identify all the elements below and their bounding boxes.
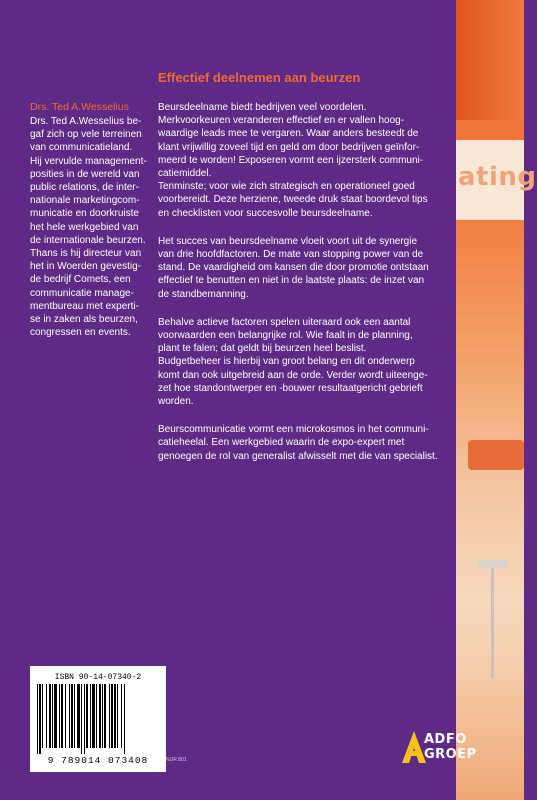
text-line: de standbemanning. [158, 288, 249, 300]
bio-line: public relations, de inter- [30, 182, 139, 194]
barcode-bar [86, 684, 88, 748]
blurb-paragraph-3 [158, 316, 458, 408]
barcode-bar [37, 684, 38, 754]
barcode-bar [99, 684, 101, 748]
isbn-number: ISBN 90-14-07340-2 [54, 673, 142, 682]
ean-number: 9 789014 073408 [47, 755, 149, 766]
text-line: catieheelal. Een werkgebied waarin de expo-expert met [158, 437, 405, 449]
barcode-bar [96, 684, 97, 748]
text-line: effectief te benutten en niet in de laatste plaats: de inzet van [158, 275, 425, 287]
barcode-bar [92, 684, 95, 748]
photo-stool-leg [491, 568, 494, 678]
photo-stool-seat [478, 560, 508, 568]
bio-line: gaf zich op vele terreinen [30, 129, 142, 141]
barcode-bar [52, 684, 53, 748]
barcode-bar [42, 684, 43, 748]
bio-line: het hele werkgebied van [30, 221, 139, 233]
bio-line: communicatie manage- [30, 287, 134, 299]
text-line: stand. De vaardigheid om kansen die door promotie ontstaan [158, 262, 429, 274]
bio-line: se in zaken als beurzen, [30, 314, 138, 326]
text-line: van drie hoofdfactoren. De mate van stopping power van de [158, 249, 424, 261]
barcode-bar [65, 684, 66, 748]
text-line: meerd te worden! Exposeren vormt een ijzersterk communi- [158, 154, 424, 166]
text-line: waardige leads mee te vergaren. Waar anders besteedt de [158, 128, 419, 140]
bio-line: mentbureau met experti- [30, 300, 139, 312]
barcode-bar [117, 684, 118, 748]
text-line: worden. [158, 396, 194, 408]
bio-line: Drs. Ted A.Wesselius be- [30, 116, 142, 127]
text-line: Beurscommunicatie vormt een microkosmos in het communi- [158, 424, 429, 436]
blurb-text [158, 101, 458, 478]
text-line: en checklisten voor succesvolle beursdeelname. [158, 207, 373, 219]
text-line: Het succes van beursdeelname vloeit voort uit de synergie [158, 235, 418, 247]
text-line: komt dan ook uitgebreid aan de orde. Verder wordt uiteenge- [158, 369, 428, 381]
barcode-bar [90, 684, 91, 748]
author-bio [30, 115, 155, 339]
barcode-bar [104, 684, 106, 748]
barcode-bar [39, 684, 41, 754]
bio-line: van communicatieland. [30, 142, 133, 154]
barcode-bar [114, 684, 116, 748]
barcode-bar [124, 684, 125, 754]
bio-line: de internationale beurzen. [30, 234, 146, 246]
barcode-bar [46, 684, 47, 748]
barcode-bar [102, 684, 103, 748]
text-line: voorbereidt. Deze herziene, tweede druk staat boordevol tips [158, 194, 428, 206]
barcode-bar [81, 684, 82, 754]
barcode-bar [74, 684, 75, 748]
publisher-name-line1: ADFO [424, 732, 467, 747]
blurb-paragraph-4 [158, 423, 458, 463]
bio-line: nationale marketingcom- [30, 195, 140, 207]
text-line: klant vrijwillig zoveel tijd en geld om door bedrijven geïnfor- [158, 141, 420, 153]
bio-line: posities in de wereld van [30, 168, 140, 180]
barcode-bar [71, 684, 73, 748]
text-line: voorwaarden een belangrijke rol. Wie faalt in de planning, [158, 330, 413, 342]
publisher-name-line2: GROEP [424, 747, 477, 762]
barcode-bar [54, 684, 57, 748]
barcode-bar [109, 684, 110, 748]
text-line: catiemiddel. [158, 168, 212, 180]
barcode-bar [61, 684, 63, 748]
text-line: genoegen de rol van generalist afwisselt met die van specialist. [158, 450, 438, 462]
bio-line: congressen en events. [30, 327, 131, 339]
barcode-bar [121, 684, 122, 748]
text-line: Budgetbeheer is hierbij van groot belang en dit onderwerp [158, 356, 415, 368]
photo-orange-wall [456, 0, 524, 120]
bio-line: Hij vervulde management- [30, 155, 147, 167]
nur-code: NUR 801 [166, 757, 187, 763]
text-line: Beursdeelname biedt bedrijven veel voordelen. [158, 102, 367, 113]
bio-line: de bedrijf Comets, een [30, 274, 131, 286]
text-line: Behalve actieve factoren spelen uiteraard ook een aantal [158, 316, 411, 328]
photo-sign-text: ating [458, 162, 537, 192]
bio-line: het in Woerden gevestig- [30, 261, 141, 273]
barcode-bar [59, 684, 60, 748]
text-line: plant te falen; dat geldt bij beurzen heel beslist. [158, 343, 367, 355]
barcode-bar [49, 684, 51, 748]
author-name: Drs. Ted A.Wesselius [30, 101, 129, 113]
text-line: Tenminste; voor wie zich strategisch en operationeel goed [158, 181, 415, 193]
adfo-logo-icon [402, 731, 426, 763]
barcode-bar [69, 684, 70, 748]
book-title: Effectief deelnemen aan beurzen [158, 70, 361, 85]
photo-table [468, 440, 524, 470]
barcode-bars [37, 684, 159, 754]
barcode-bar [77, 684, 80, 748]
barcode-bar [84, 684, 85, 754]
text-line: Merkvoorkeuren veranderen effectief en er vallen hoog- [158, 115, 405, 127]
barcode-bar [111, 684, 113, 748]
barcode [30, 666, 166, 772]
blurb-paragraph-2 [158, 235, 458, 301]
publisher-logo [402, 731, 512, 765]
text-line: zet hoe standontwerper en -bouwer resultaatgericht gebrieft [158, 382, 423, 394]
cover-photo-strip [456, 0, 537, 800]
bio-line: municatie en doorkruiste [30, 208, 139, 220]
bio-line: Thans is hij directeur van [30, 248, 142, 260]
blurb-paragraph-1 [158, 101, 458, 220]
